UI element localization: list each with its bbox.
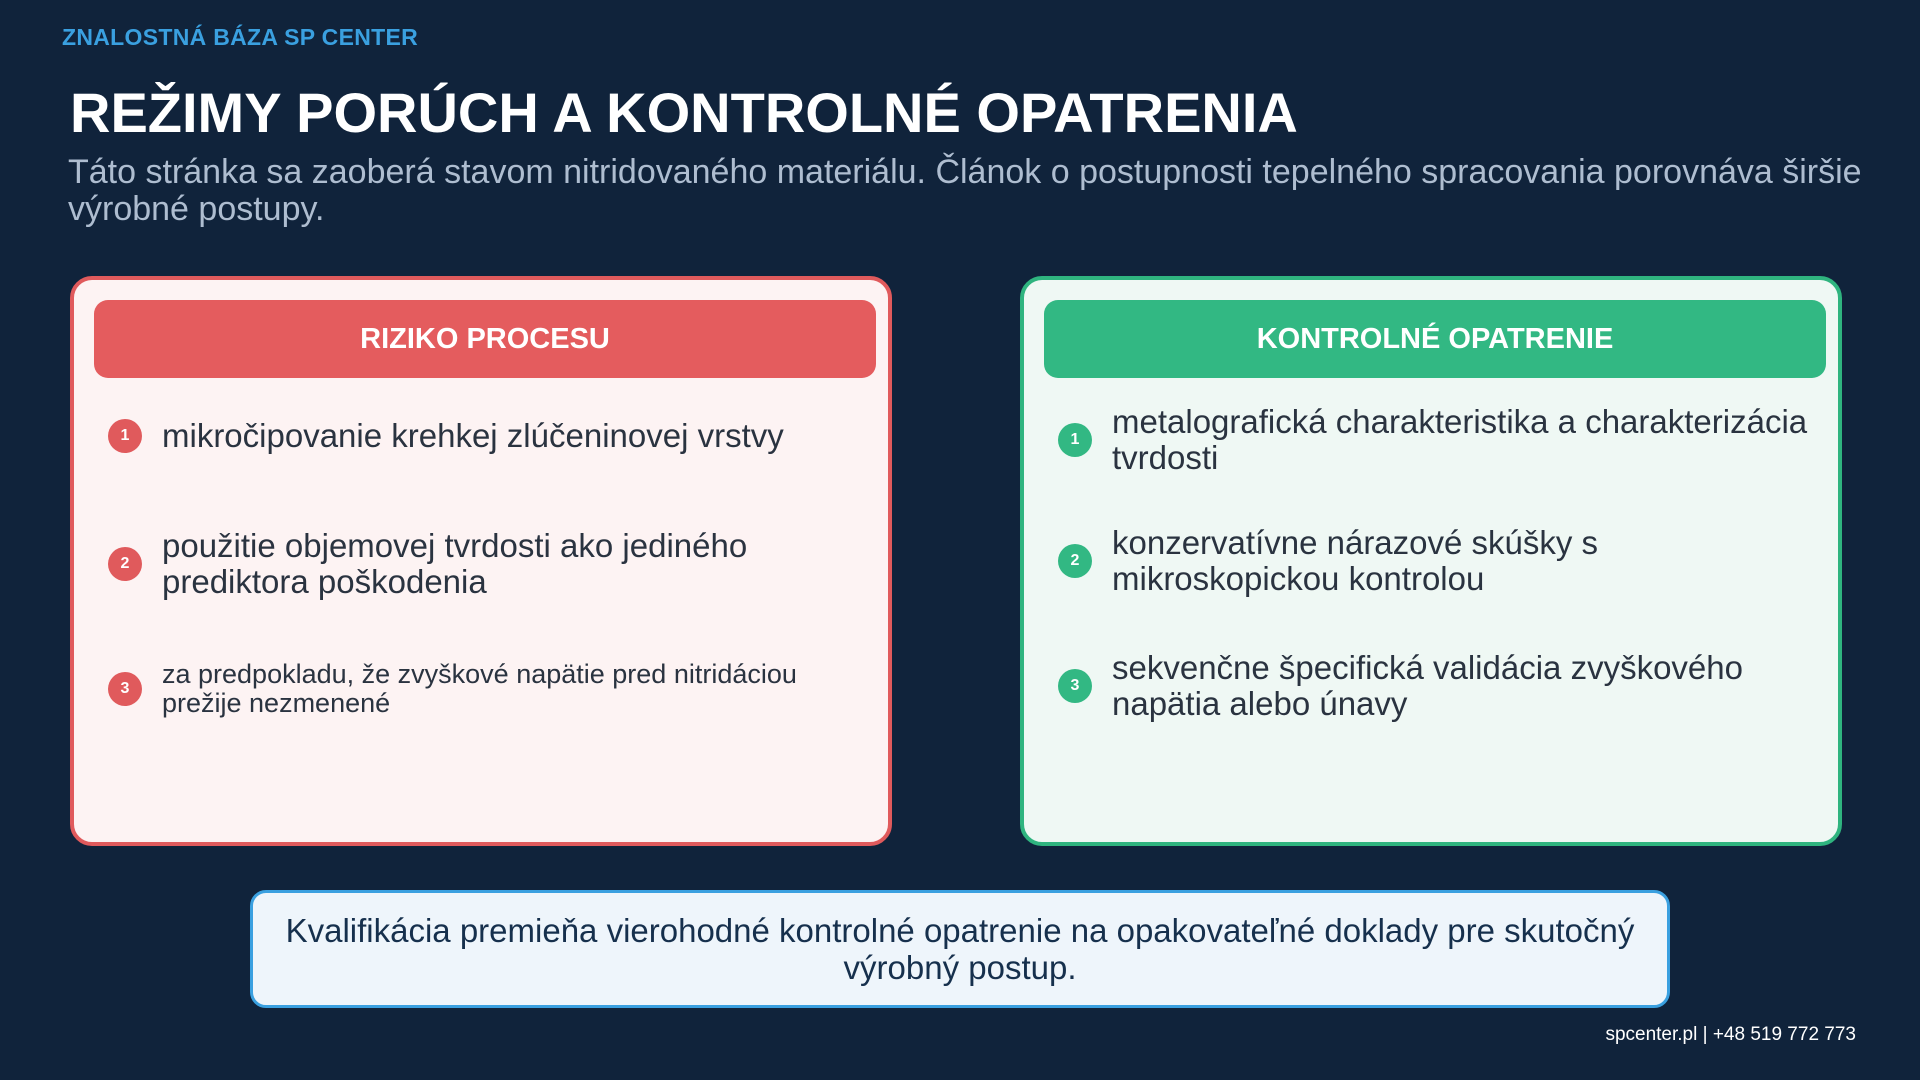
- number-badge: 1: [1058, 423, 1092, 457]
- summary-callout: Kvalifikácia premieňa vierohodné kontrolné opatrenie na opakovateľné doklady pre skutočný výrobný postup.: [250, 890, 1670, 1008]
- control-item-3: [1058, 650, 1828, 722]
- risk-item-text: použitie objemovej tvrdosti ako jediného prediktora poškodenia: [162, 527, 748, 600]
- control-item-text: sekvenčne špecifická validácia zvyškového napätia alebo únavy: [1112, 649, 1743, 722]
- footer-contact: spcenter.pl | +48 519 772 773: [1605, 1024, 1856, 1045]
- brand-label: ZNALOSTNÁ BÁZA SP CENTER: [62, 24, 419, 50]
- risk-item-text: mikročipovanie krehkej zlúčeninovej vrstvy: [162, 417, 784, 454]
- risk-panel-heading: RIZIKO PROCESU: [94, 300, 876, 378]
- control-item-text: metalografická charakteristika a charakterizácia tvrdosti: [1112, 403, 1808, 476]
- number-badge: 3: [1058, 669, 1092, 703]
- page-title: REŽIMY PORÚCH A KONTROLNÉ OPATRENIA: [70, 81, 1298, 144]
- risk-item-1: [108, 418, 878, 454]
- number-badge: 2: [1058, 544, 1092, 578]
- control-panel-heading: KONTROLNÉ OPATRENIE: [1044, 300, 1826, 378]
- risk-item-text: za predpokladu, že zvyškové napätie pred nitridáciou prežije nezmenené: [162, 659, 797, 718]
- control-item-text: konzervatívne nárazové skúšky s mikroskopickou kontrolou: [1112, 524, 1599, 597]
- control-item-2: [1058, 525, 1828, 597]
- number-badge: 1: [108, 419, 142, 453]
- risk-panel: [70, 276, 892, 846]
- control-panel: [1020, 276, 1842, 846]
- number-badge: 2: [108, 547, 142, 581]
- number-badge: 3: [108, 672, 142, 706]
- risk-item-3: [108, 660, 878, 718]
- risk-item-2: [108, 528, 878, 600]
- control-item-1: [1058, 404, 1828, 476]
- page-subtitle: Táto stránka sa zaoberá stavom nitridovaného materiálu. Článok o postupnosti tepelného spracovania porovnáva širšie výrobné postupy.: [68, 153, 1862, 228]
